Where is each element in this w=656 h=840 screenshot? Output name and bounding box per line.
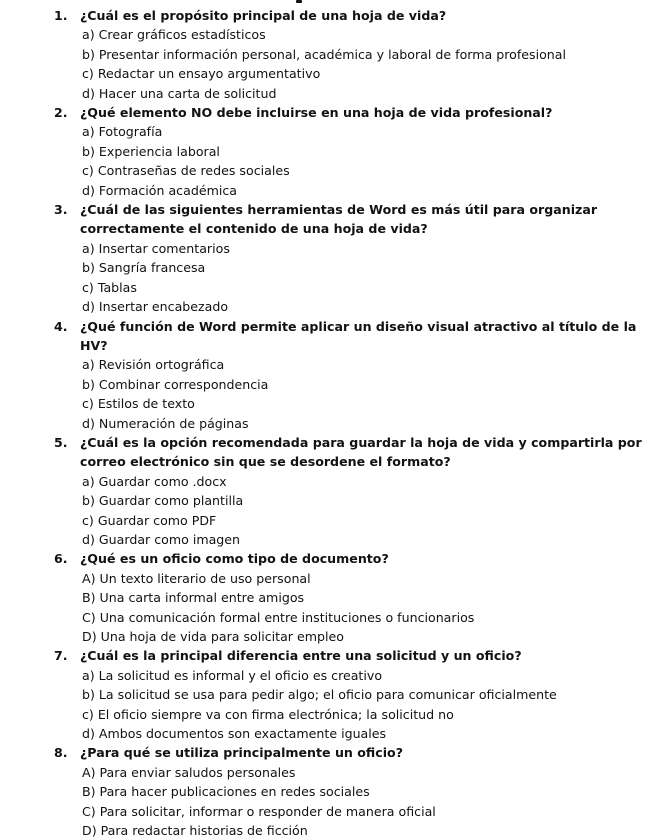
question-item — [54, 743, 646, 840]
question-number: 8. — [54, 745, 68, 761]
question-option: c) Contraseñas de redes sociales — [82, 163, 290, 179]
question-body — [80, 549, 646, 646]
question-option: B) Para hacer publicaciones en redes sociales — [82, 784, 370, 800]
question-body — [80, 646, 646, 743]
question-body — [80, 433, 646, 549]
question-number: 3. — [54, 202, 68, 218]
question-option: A) Un texto literario de uso personal — [82, 570, 311, 586]
question-option: c) Estilos de texto — [82, 396, 195, 412]
question-option: a) Revisión ortográfica — [82, 357, 225, 373]
question-option: C) Para solicitar, informar o responder de manera oficial — [82, 803, 436, 819]
question-option: a) Guardar como .docx — [82, 473, 227, 489]
question-option: c) Tablas — [82, 279, 137, 295]
question-item — [54, 6, 646, 103]
question-option: d) Guardar como imagen — [82, 531, 241, 547]
question-option: c) El oficio siempre va con firma electrónica; la solicitud no — [82, 706, 454, 722]
question-option: a) Crear gráficos estadísticos — [82, 27, 266, 43]
question-option: D) Para redactar historias de ficción — [82, 823, 308, 839]
question-body — [80, 317, 646, 433]
question-item — [54, 317, 646, 433]
question-item — [54, 549, 646, 646]
question-item — [54, 646, 646, 743]
question-option: B) Una carta informal entre amigos — [82, 590, 305, 606]
question-number: 1. — [54, 8, 68, 23]
question-option: a) Insertar comentarios — [82, 240, 230, 256]
question-number: 5. — [54, 434, 68, 450]
question-text: ¿Qué función de Word permite aplicar un diseño visual atractivo al título de la HV? — [80, 318, 637, 353]
question-text: ¿Cuál es el propósito principal de una hoja de vida? — [80, 8, 447, 23]
question-option: d) Numeración de páginas — [82, 415, 249, 431]
question-number: 7. — [54, 648, 68, 664]
question-option: c) Guardar como PDF — [82, 512, 217, 528]
question-number: 4. — [54, 318, 68, 334]
question-option: D) Una hoja de vida para solicitar empleo — [82, 629, 344, 644]
question-number: 6. — [54, 551, 68, 567]
question-option: b) Combinar correspondencia — [82, 376, 269, 392]
question-body — [80, 6, 646, 103]
question-item — [54, 103, 646, 200]
question-body — [80, 743, 646, 840]
question-option: b) Experiencia laboral — [82, 143, 220, 159]
question-option: A) Para enviar saludos personales — [82, 764, 296, 780]
question-text: ¿Para qué se utiliza principalmente un oficio? — [80, 745, 404, 761]
question-text: ¿Cuál es la principal diferencia entre una solicitud y un oficio? — [80, 648, 522, 664]
question-option: d) Formación académica — [82, 182, 237, 198]
question-text: ¿Qué elemento NO debe incluirse en una hoja de vida profesional? — [80, 105, 553, 121]
question-option: C) Una comunicación formal entre instituciones o funcionarios — [82, 609, 475, 625]
question-option: c) Redactar un ensayo argumentativo — [82, 66, 321, 82]
question-text: ¿Qué es un oficio como tipo de documento? — [80, 551, 389, 567]
question-option: b) Sangría francesa — [82, 260, 206, 276]
question-text: ¿Cuál de las siguientes herramientas de Word es más útil para organizar correctamente el contenido de una hoja de vida? — [80, 202, 598, 237]
question-number: 2. — [54, 105, 68, 121]
question-option: b) Presentar información personal, académica y laboral de forma profesional — [82, 46, 566, 62]
question-option: a) Fotografía — [82, 124, 163, 140]
question-option: d) Ambos documentos son exactamente iguales — [82, 726, 387, 742]
question-item — [54, 433, 646, 549]
question-option: d) Insertar encabezado — [82, 299, 229, 315]
question-body — [80, 200, 646, 316]
question-option: a) La solicitud es informal y el oficio es creativo — [82, 667, 383, 683]
question-item — [54, 200, 646, 316]
question-option: d) Hacer una carta de solicitud — [82, 85, 277, 101]
question-option: b) Guardar como plantilla — [82, 493, 244, 509]
cutoff-text-fragment — [296, 0, 302, 3]
question-body — [80, 103, 646, 200]
question-option: b) La solicitud se usa para pedir algo; el oficio para comunicar oficialmente — [82, 687, 557, 703]
question-text: ¿Cuál es la opción recomendada para guardar la hoja de vida y compartirla por correo electrónico sin que se desordene el formato? — [80, 434, 642, 470]
